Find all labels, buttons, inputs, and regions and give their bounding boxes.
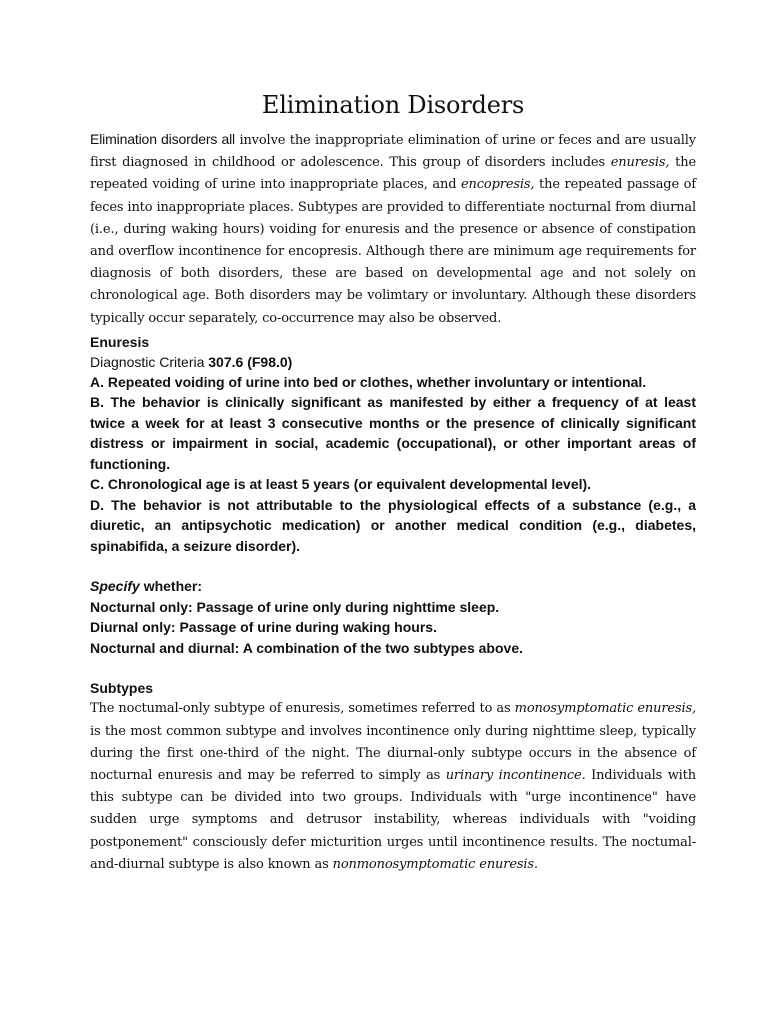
page-title: Elimination Disorders	[261, 91, 525, 119]
intro-paragraph	[90, 128, 696, 330]
section-heading-enuresis: Enuresis	[90, 333, 150, 350]
section-heading-subtypes: Subtypes	[90, 680, 154, 697]
criterion-d: D. The behavior is not attributable to the physiological effects of a substance (e.g., a diuretic, an antipsychotic medication) or another medical condition (e.g., diabetes, spinabifida, a seizure disorder).	[90, 496, 696, 554]
subtypes-text-3: Individuals with this subtype can be divided into two groups. Individuals with "urge incontinence" have sudden urge symptoms and detrusor instability, whereas individuals with "voiding postponement" consciously defer micturition urges until incontinence results. The noctumal-and-diurnal subtype is also known as	[90, 767, 696, 872]
intro-text-2: the repeated voiding of urine into inappropriate places, and	[90, 155, 697, 193]
spacer	[90, 556, 696, 576]
criteria-label: Diagnostic Criteria	[90, 353, 209, 370]
specify-rest: whether:	[139, 578, 203, 595]
spacer	[90, 658, 696, 678]
intro-text-3: the repeated passage of feces into inappropriate places. Subtypes are provided to differentiate nocturnal from diurnal (i.e., during waking hours) voiding for enuresis and the presence or absence of constipation and overflow incontinence for encopresis. Although there are minimum age requirements for diagnosis of both disorders, these are based on developmental age and not solely on chronological age. Both disorders may be volimtary or involuntary. Although these disorders typically occur separately, co-occurrence may also be observed.	[90, 177, 696, 326]
criterion-b: B. The behavior is clinically significant as manifested by either a frequency of at least twice a week for at least 3 consecutive months or the presence of clinically significant distress or impairment in social, academic (occupational), or other important areas of functioning.	[90, 394, 696, 472]
specify-word: Specify	[90, 578, 140, 595]
criterion-c: C. Chronological age is at least 5 years (or equivalent developmental level).	[90, 476, 592, 493]
term-encopresis: encopresis,	[461, 177, 535, 193]
criteria-code: 307.6 (F98.0)	[208, 353, 293, 370]
specifier-diurnal: Diurnal only: Passage of urine during waking hours.	[90, 619, 437, 636]
subtypes-text-2: is the most common subtype and involves incontinence only during nighttime sleep, typically during the first one-third of the night. The diurnal-only subtype occurs in the absence of nocturnal enuresis and may be referred to simply as	[90, 723, 696, 783]
specify-line	[90, 576, 696, 597]
term-nonmonosymptomatic: nonmonosymptomatic enuresis.	[332, 856, 538, 872]
diagnostic-criteria-line	[90, 352, 696, 372]
specifier-nocturnal: Nocturnal only: Passage of urine only during nighttime sleep.	[90, 598, 500, 615]
criterion-a: A. Repeated voiding of urine into bed or clothes, whether involuntary or intentional.	[90, 373, 647, 390]
term-urinary-incontinence: urinary incontinence.	[445, 767, 586, 783]
intro-text-1: involve the inappropriate elimination of urine or feces and are usually first diagnosed in childhood or adolescence. This group of disorders includes	[90, 133, 697, 171]
term-monosymptomatic: monosymptomatic enuresis,	[514, 701, 696, 717]
intro-lead: Elimination disorders all	[90, 131, 236, 147]
term-enuresis: enuresis,	[610, 155, 670, 171]
subtypes-text-1: The noctumal-only subtype of enuresis, sometimes referred to as	[90, 701, 515, 717]
subtypes-paragraph	[90, 698, 696, 876]
specifier-combined: Nocturnal and diurnal: A combination of the two subtypes above.	[90, 639, 523, 656]
document-page	[90, 88, 696, 876]
